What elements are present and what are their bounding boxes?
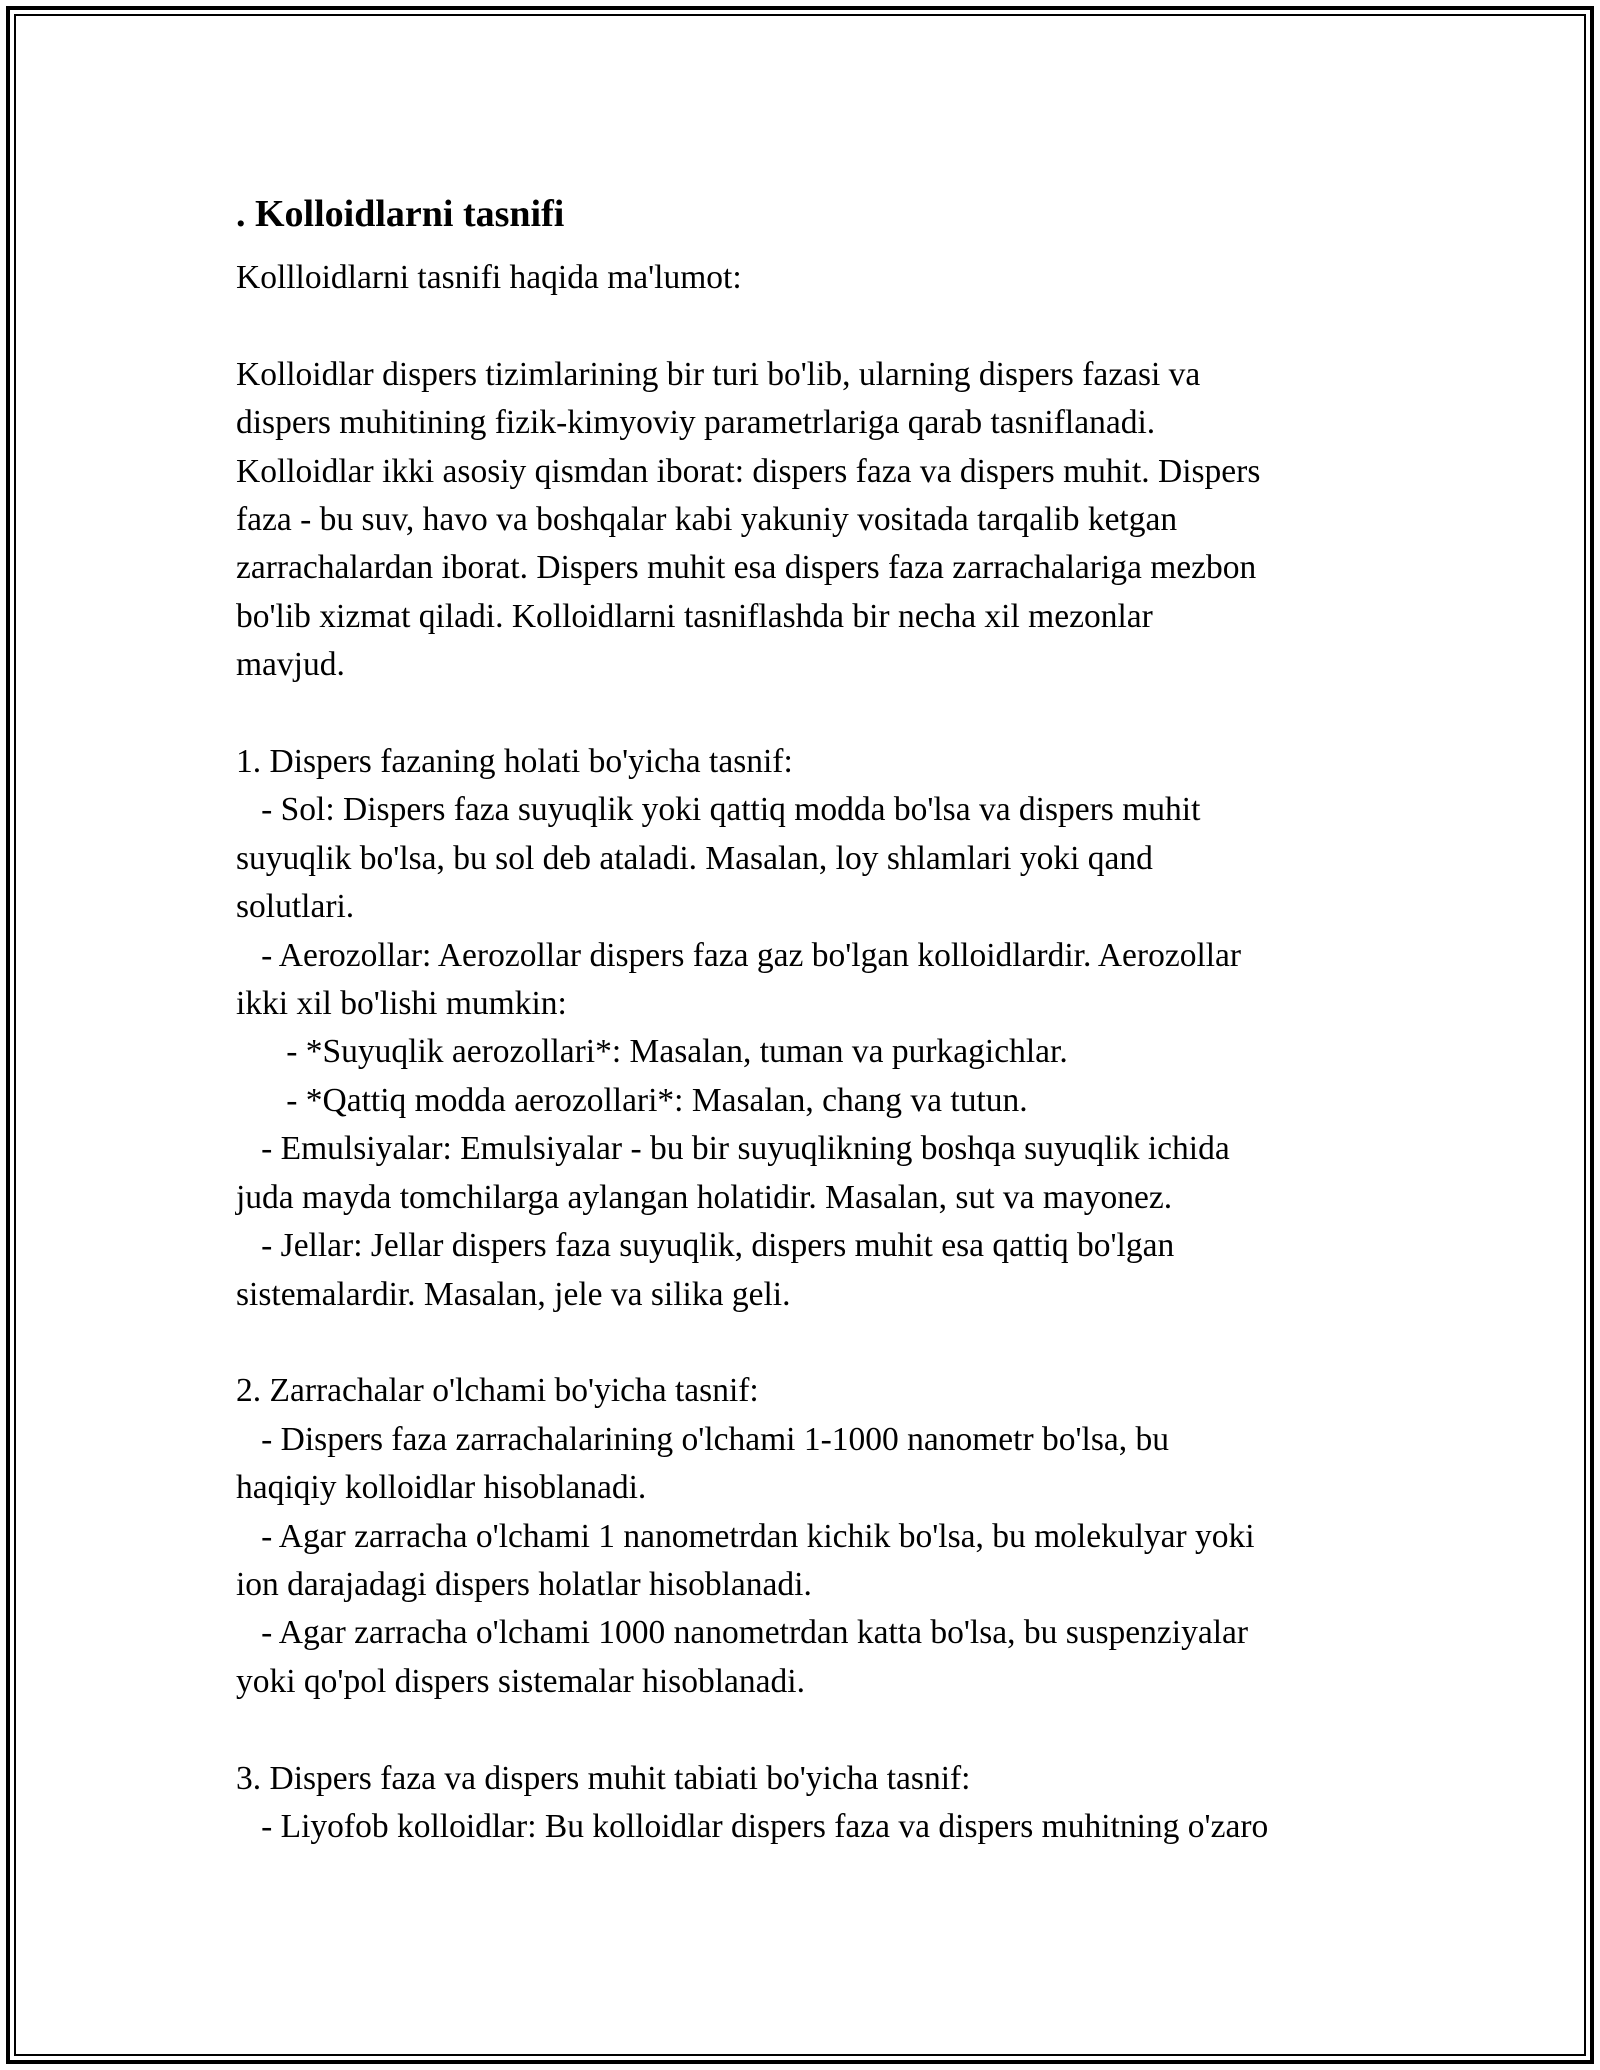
text-line: faza - bu suv, havo va boshqalar kabi yakuniy vositada tarqalib ketgan <box>236 501 1178 539</box>
document-text <box>236 254 1386 1851</box>
text-line <box>236 1706 1386 1754</box>
document-heading: . Kolloidlarni tasnifi <box>236 193 565 235</box>
text-line: - Agar zarracha o'lchami 1000 nanometrdan katta bo'lsa, bu suspenziyalar <box>236 1614 1249 1652</box>
text-line: - Liyofob kolloidlar: Bu kolloidlar dispers faza va dispers muhitning o'zaro <box>236 1807 1269 1845</box>
text-line: 2. Zarrachalar o'lchami bo'yicha tasnif: <box>236 1372 759 1410</box>
text-line: dispers muhitining fizik-kimyoviy parametrlariga qarab tasniflanadi. <box>236 404 1156 442</box>
document-body <box>236 186 1386 1851</box>
text-line: bo'lib xizmat qiladi. Kolloidlarni tasniflashda bir necha xil mezonlar <box>236 597 1153 635</box>
text-line: - Dispers faza zarrachalarining o'lchami 1-1000 nanometr bo'lsa, bu <box>236 1420 1169 1458</box>
text-line: sistemalardir. Masalan, jele va silika geli. <box>236 1275 791 1313</box>
text-line: - *Qattiq modda aerozollari*: Masalan, chang va tutun. <box>236 1081 1028 1119</box>
text-line: - Sol: Dispers faza suyuqlik yoki qattiq modda bo'lsa va dispers muhit <box>236 791 1201 829</box>
text-line: Kolloidlar dispers tizimlarining bir turi bo'lib, ularning dispers fazasi va <box>236 355 1201 393</box>
text-line: - *Suyuqlik aerozollari*: Masalan, tuman va purkagichlar. <box>236 1033 1068 1071</box>
text-line: haqiqiy kolloidlar hisoblanadi. <box>236 1469 647 1507</box>
text-line: - Emulsiyalar: Emulsiyalar - bu bir suyuqlikning boshqa suyuqlik ichida <box>236 1130 1230 1168</box>
text-line: zarrachalardan iborat. Dispers muhit esa dispers faza zarrachalariga mezbon <box>236 549 1257 587</box>
text-line: Kolloidlar ikki asosiy qismdan iborat: dispers faza va dispers muhit. Dispers <box>236 452 1261 490</box>
text-line: ikki xil bo'lishi mumkin: <box>236 985 567 1023</box>
text-line: yoki qo'pol dispers sistemalar hisoblanadi. <box>236 1662 805 1700</box>
text-line: - Jellar: Jellar dispers faza suyuqlik, dispers muhit esa qattiq bo'lgan <box>236 1227 1175 1265</box>
text-line: mavjud. <box>236 646 345 684</box>
text-line <box>236 1319 1386 1367</box>
text-line: Kollloidlarni tasnifi haqida ma'lumot: <box>236 259 742 296</box>
text-line: 1. Dispers fazaning holati bo'yicha tasnif: <box>236 743 793 781</box>
text-line: solutlari. <box>236 888 355 926</box>
text-line: ion darajadagi dispers holatlar hisoblanadi. <box>236 1565 812 1603</box>
text-line <box>236 690 1386 738</box>
text-line: - Aerozollar: Aerozollar dispers faza gaz bo'lgan kolloidlardir. Aerozollar <box>236 936 1242 974</box>
text-line <box>236 302 1386 350</box>
text-line: suyuqlik bo'lsa, bu sol deb ataladi. Masalan, loy shlamlari yoki qand <box>236 839 1153 877</box>
text-line: 3. Dispers faza va dispers muhit tabiati bo'yicha tasnif: <box>236 1759 971 1797</box>
text-line: - Agar zarracha o'lchami 1 nanometrdan kichik bo'lsa, bu molekulyar yoki <box>236 1517 1255 1555</box>
text-line: juda mayda tomchilarga aylangan holatidir. Masalan, sut va mayonez. <box>236 1178 1173 1216</box>
